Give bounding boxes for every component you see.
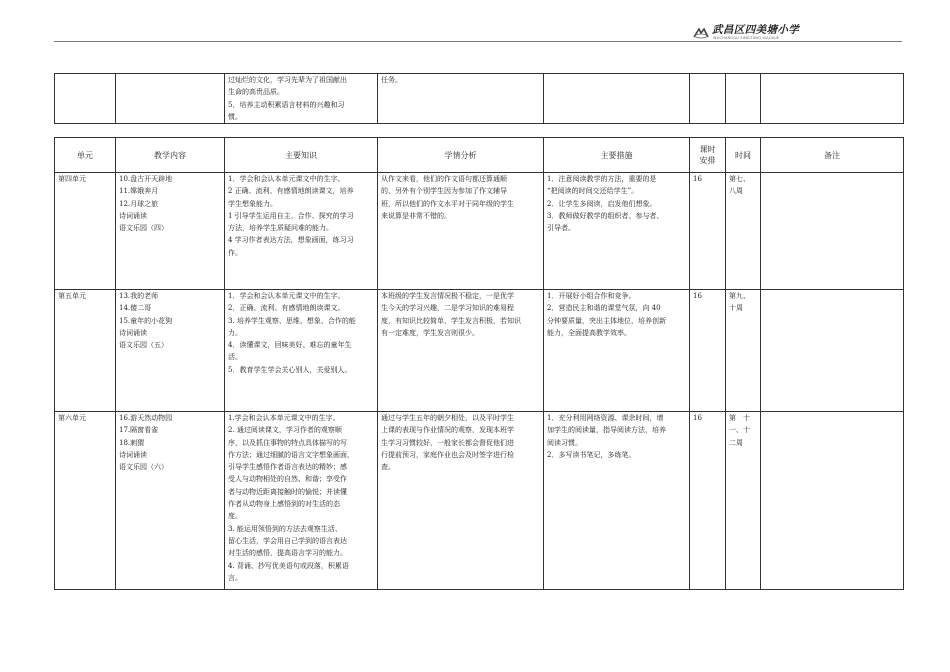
- header-analysis: 学情分析: [378, 138, 544, 173]
- table-row: [55, 173, 904, 290]
- content-cell: 13.我的老师 14.傻二哥 15.童年的小花狗 诗词诵读 语文乐园（五）: [116, 290, 225, 412]
- notes-cell: [761, 290, 904, 412]
- continuation-measures-cell: [544, 74, 690, 124]
- time-cell: 第 十 一、十 二周: [726, 412, 761, 590]
- notes-cell: [761, 412, 904, 590]
- unit-cell: 第六单元: [55, 412, 116, 590]
- table-header-row: [55, 138, 904, 173]
- unit-cell: 第四单元: [55, 173, 116, 290]
- header-hours: 课时 安排: [690, 138, 726, 173]
- time-cell: 第七、 八周: [726, 173, 761, 290]
- continuation-knowledge-cell: 过灿烂的文化，学习先辈为了祖国献出 生命的高贵品质。 5．培养主动积累语言材料的兴趣和习 惯。: [225, 74, 378, 124]
- content-cell: 16.游天然动物园 17.隔窗看雀 18.刺猬 诗词诵读 语文乐园（六）: [116, 412, 225, 590]
- measures-cell: 1．充分利用网络资源、课余时间，增 加学生的阅读量，指导阅读方法，培养 阅读习惯。 2．多写读书笔记，多练笔。: [544, 412, 690, 590]
- continuation-hours-cell: [690, 74, 726, 124]
- continuation-content-cell: [116, 74, 225, 124]
- notes-cell: [761, 173, 904, 290]
- header-unit: 单元: [55, 138, 116, 173]
- header-content: 教学内容: [116, 138, 225, 173]
- continuation-notes-cell: [761, 74, 904, 124]
- content-cell: 10.盘古开天辟地 11.嫦娥奔月 12.月球之旅 诗词诵读 语文乐园（四）: [116, 173, 225, 290]
- unit-cell: 第五单元: [55, 290, 116, 412]
- hours-cell: 16: [690, 412, 726, 590]
- school-logo: [693, 22, 800, 40]
- measures-cell: 1．开展好小组合作和竞争。 2．营造民主和谐的课堂气氛，向 40 分钟要质量，突出主体地位，培养创新 能力，全面提高教学效率。: [544, 290, 690, 412]
- header-time: 时间: [726, 138, 761, 173]
- continuation-unit-cell: [55, 74, 116, 124]
- knowledge-cell: 1．学会和会认本单元课文中的生字。 2 正确、流利、有感情地朗读课文，培养 学生想象能力。 1 引导学生运用自主、合作、探究的学习 方法，培养学生质疑问难的能力。 4 学习作者表达方法，想象画面，练习习 作。: [225, 173, 378, 290]
- hours-cell: 16: [690, 173, 726, 290]
- school-name: 武昌区四美塘小学: [712, 24, 800, 36]
- knowledge-cell: 1.学会和会认本单元课文中的生字。 2. 通过阅读课文，学习作者的观察顺 序，以及抓住事物的特点具体描写的写 作方法；通过细腻的语言文字想象画面， 引导学生感悟作者语言表达的精妙；感 受人与动物相处的自然、和谐；享受作 者与动物近距离接触时的愉悦；并读懂 作者从动物身上感悟到的对生活的态 度。 3. 能运用领悟到的方法去观察生活、 留心生活，学会用自己学到的语言表达 对生活的感悟，提高语言学习的能力。 4. 背诵、抄写优美语句或段落，积累语 言。: [225, 412, 378, 590]
- header-knowledge: 主要知识: [225, 138, 378, 173]
- analysis-cell: 通过与学生五年的朝夕相处，以及平时学生 上课的表现与作业情况的观察，发现本班学 生学习习惯较好，一般家长都会督促他们进 行提前预习，家庭作业也会及时签字进行检 查。: [378, 412, 544, 590]
- school-logo-icon: [693, 24, 709, 36]
- hours-cell: 16: [690, 290, 726, 412]
- measures-cell: 1．注意阅读教学的方法，重要的是 “把阅读的时间交还给学生”。 2．让学生多阅读，启发他们想象。 3．教师做好教学的组织者、参与者、 引导者。: [544, 173, 690, 290]
- teaching-plan-table: [54, 137, 904, 590]
- header-divider: [54, 41, 902, 42]
- continuation-table: [54, 73, 904, 124]
- header-notes: 备注: [761, 138, 904, 173]
- table-row: [55, 412, 904, 590]
- continuation-time-cell: [726, 74, 761, 124]
- knowledge-cell: 1．学会和会认本单元课文中的生字。 2．正确、流利、有感情地朗读课文。 3. 培养学生观察、思维、想象、合作的能 力。 4．读懂课文，回味美好、难忘的童年生 活。 5．教育学生学会关心别人，关爱别人。: [225, 290, 378, 412]
- table-row: [55, 290, 904, 412]
- analysis-cell: 本班级的学生发言情况极不稳定，一是优学 生今天的学习兴趣，二是学习知识的难易程 度，有知识比较简单，学生发言积极，若知识 有一定难度，学生发言则很少。: [378, 290, 544, 412]
- table-row: [55, 74, 904, 124]
- school-name-en: WUCHANGQU SIMEITANG XIAOXUE: [713, 36, 780, 40]
- time-cell: 第九、 十周: [726, 290, 761, 412]
- analysis-cell: 从作文来看，他们的作文语句都还算通顺 的，另外有个别学生因为参加了作文辅导 班，所以他们的作文水平对于同年级的学生 来说算是非常不错的。: [378, 173, 544, 290]
- continuation-analysis-cell: 任务。: [378, 74, 544, 124]
- header-measures: 主要措施: [544, 138, 690, 173]
